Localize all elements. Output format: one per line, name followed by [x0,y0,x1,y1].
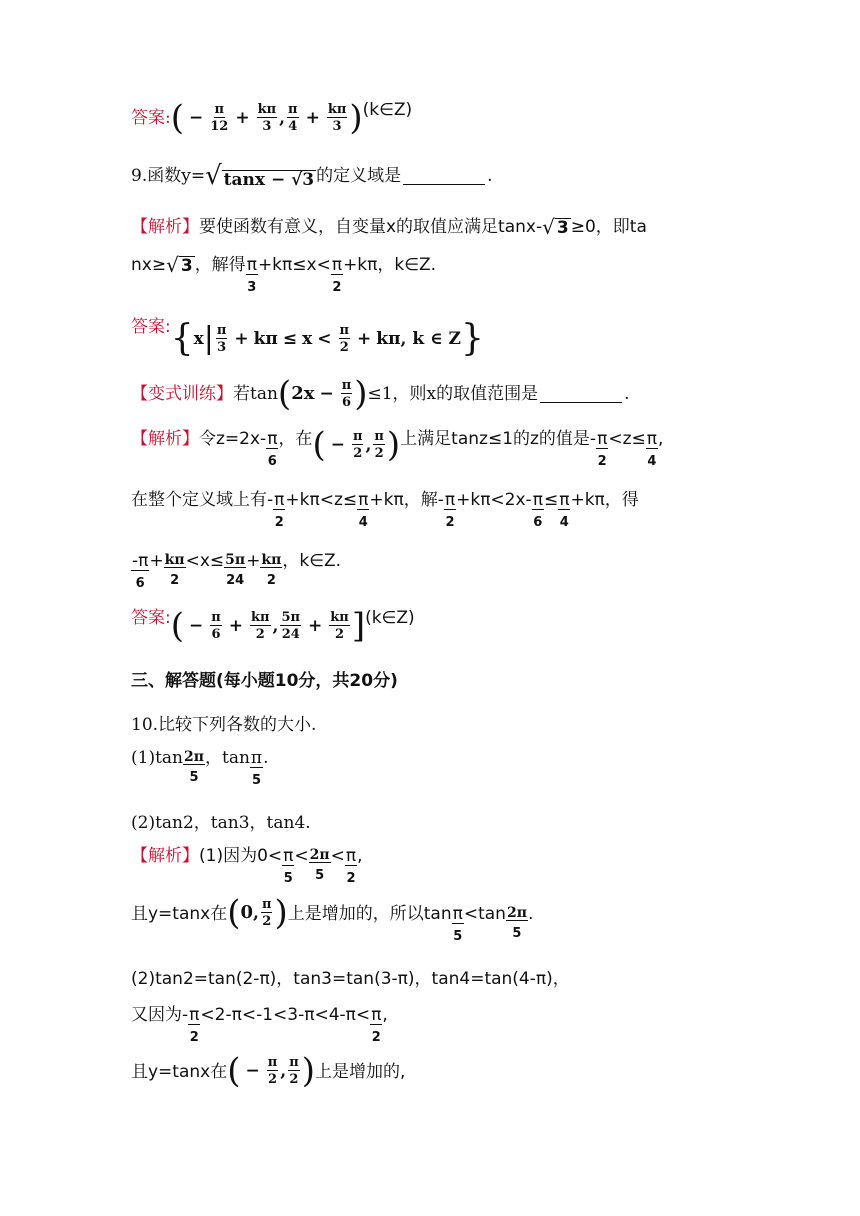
inline-fraction [260,553,282,587]
denominator: 5 [512,926,522,941]
comma: , [280,1060,287,1081]
inline-fraction [309,848,331,882]
minus-sign: − [189,107,204,128]
inline-fraction [558,492,570,529]
inline-fraction [506,906,528,940]
analysis-text: 令z=2x- [199,429,267,449]
numerator: 2π [506,905,527,921]
denominator: 2 [189,1030,199,1045]
analysis-label: 【解析】 [131,216,199,237]
minus-sign: − [319,383,334,404]
open-paren: ( [227,1051,241,1091]
plus-sign: + [149,551,164,571]
inline-fraction [246,257,258,294]
analysis-text: +kπ≤x< [257,255,331,275]
close-paren: ) [349,98,363,138]
comma: , [279,107,286,128]
numerator: π [559,490,570,510]
question-text: (1)tan [131,748,183,768]
plus-sign: + [235,107,250,128]
analysis-text: , [357,846,363,866]
analysis-text: < [294,846,309,866]
bar: | [203,321,214,356]
denominator: 5 [189,770,199,785]
numerator: π [374,428,384,444]
section-heading [131,670,740,692]
fraction [250,611,271,641]
numerator: kπ [251,609,270,625]
denominator: 5 [453,929,463,944]
analysis-text: 上满足tanz≤1的z的值是- [400,429,597,449]
analysis-line-4 [131,492,740,538]
numerator: π [331,255,343,275]
fraction [257,103,278,133]
interval-expression [312,425,401,465]
inline-fraction [345,848,357,885]
plus-sign: + [234,328,249,349]
numerator: π [532,490,543,510]
analysis-line-5 [131,553,740,597]
interval-expression [227,1051,315,1091]
numerator: π [267,1054,278,1070]
analysis-line-10 [131,1051,740,1114]
inline-fraction [183,750,205,784]
denominator: 4 [358,515,368,530]
inline-fraction [224,553,246,587]
close-paren: ) [386,425,401,465]
question-10-part-1 [131,750,740,794]
variant-label: 【变式训练】 [131,383,233,404]
numerator: π [189,1005,200,1025]
denominator: 2 [445,515,455,530]
radicand: 3 [180,256,193,276]
denominator: 2 [339,339,349,355]
analysis-text: , [658,429,664,449]
inline-fraction [266,431,278,468]
inline-fraction [532,492,544,529]
period: . [263,748,269,768]
numerator: π [211,609,221,625]
inline-fraction [188,1007,200,1044]
numerator: kπ [261,552,282,568]
analysis-line-8 [131,968,740,990]
denominator: 2 [266,573,276,588]
denominator: 3 [262,118,272,134]
analysis-text: +kπ<z≤ [285,490,358,510]
question-text: ，tan [205,748,250,768]
denominator: 2 [262,913,272,929]
denominator: 6 [341,394,351,410]
question-10 [131,714,740,736]
numerator: π [345,846,357,866]
inline-fraction [131,553,149,590]
fraction [287,103,299,133]
analysis-line-1 [131,212,740,242]
fraction [216,324,228,354]
question-text: (2)tan2，tan3，tan4. [131,812,311,833]
fraction [329,611,350,641]
analysis-text: 在整个定义域上有- [131,490,274,510]
denominator: 4 [288,118,298,134]
answer-label: 答案: [131,317,171,337]
numerator: π [352,428,363,444]
inline-fraction [596,431,608,468]
analysis-text: +kπ，解- [369,490,444,510]
analysis-text: ≥0，即ta [570,216,647,237]
fraction [280,611,301,641]
numerator: π [138,551,149,571]
plus-sign: + [305,107,320,128]
close-paren: ) [354,374,368,414]
lt-sign: < [317,328,332,349]
radical-expression [205,163,316,189]
analysis-text: ，在 [278,429,313,449]
variant-text: 若tan [233,383,278,404]
denominator: 2 [255,626,265,642]
numerator: π [371,1005,382,1025]
numerator: 5π [225,552,246,568]
fraction [261,898,273,928]
numerator: π [216,322,227,338]
numerator: kπ [327,101,347,117]
analysis-label: 【解析】 [131,846,199,866]
inline-fraction [282,848,294,885]
comma: , [253,902,259,923]
interval-expression [170,98,363,138]
answer-blank [540,386,622,403]
analysis-text: 又因为- [131,1005,189,1025]
question-9 [131,160,740,192]
minus-sign: − [330,434,345,455]
fraction [373,430,385,460]
denominator: 4 [559,515,569,530]
answer-label: 答案: [131,608,171,628]
denominator: 2 [274,515,284,530]
k-in-z: (k∈Z) [365,608,415,628]
denominator: 6 [135,576,145,591]
denominator: 2 [289,1071,299,1087]
numerator: 5π [281,609,301,625]
numerator: π [283,846,294,866]
numerator: π [274,490,285,510]
close-bracket: ] [351,606,366,646]
answer-line-3 [131,604,740,648]
analysis-text: <z≤ [608,429,646,449]
analysis-text: nx≥ [131,255,167,275]
open-brace: { [170,318,194,359]
analysis-text: +kπ<2x- [456,490,532,510]
fraction [210,103,228,133]
analysis-text: +kπ，得 [570,490,639,510]
denominator: 2 [597,454,607,469]
close-paren: ) [274,893,288,933]
analysis-text: <x≤ [185,551,225,571]
answer-line-1 [131,96,740,140]
open-paren: ( [170,98,184,138]
analysis-text: +kπ，k∈Z. [343,255,437,275]
set-expression [170,318,484,359]
answer-label: 答案: [131,107,171,128]
plus-sign: + [246,551,261,571]
analysis-text: ≤ [543,490,559,510]
denominator: 2 [335,626,345,642]
inline-fraction [646,431,658,468]
numerator: π [597,429,608,449]
plus-sign: + [357,328,372,349]
analysis-text: 要使函数有意义，自变量x的取值应满足tanx- [199,216,543,237]
fraction [288,1056,300,1086]
comma: , [272,615,279,636]
sqrt3 [542,217,571,237]
numerator: 2π [184,749,204,765]
analysis-text: . [527,904,534,924]
open-paren: ( [277,374,292,414]
inline-fraction [273,492,285,529]
analysis-text: 且y=tanx在 [131,1062,228,1082]
numerator: π [261,896,272,912]
analysis-text: (2)tan2=tan(2-π)，tan3=tan(3-π)，tan4=tan(4-π)， [131,968,570,989]
numerator: π [646,429,657,449]
denominator: 2 [267,1071,278,1087]
open-paren: ( [170,606,184,646]
fraction [327,103,348,133]
answer-line-2 [131,315,740,363]
analysis-text: 且y=tanx在 [131,904,228,924]
answer-blank [403,168,485,185]
numerator: π [214,101,225,117]
sqrt3 [166,255,195,275]
term: kπ [253,328,278,349]
analysis-line-6 [131,848,740,892]
fraction [341,379,353,409]
denominator: 6 [533,515,543,530]
denominator: 2 [353,445,363,461]
numerator: π [444,490,456,510]
term: kπ, k ∈ Z [376,328,461,349]
analysis-line-3 [131,425,740,478]
denominator: 4 [647,454,657,469]
numerator: kπ [330,609,349,625]
numerator: kπ [257,101,277,117]
inline-fraction [452,906,464,943]
numerator: π [288,101,298,117]
numerator: π [246,255,257,275]
question-text: 10.比较下列各数的大小. [131,714,317,735]
denominator: 12 [210,118,229,134]
variant-text: ≤1，则x的取值范围是 [367,383,539,404]
paren-expression [277,374,368,414]
interval-expression [170,606,366,646]
k-in-z: (k∈Z) [362,100,413,120]
numerator: π [267,429,278,449]
denominator: 2 [170,573,180,588]
denominator: 2 [371,1030,381,1045]
numerator: π [289,1054,299,1070]
le-sign: ≤ [282,328,298,349]
denominator: 6 [211,626,221,642]
denominator: 6 [267,454,277,469]
close-paren: ) [301,1051,315,1091]
analysis-text: ，k∈Z. [282,551,342,571]
inline-fraction [357,492,369,529]
denominator: 3 [247,280,257,295]
denominator: 24 [226,573,245,588]
fraction [210,611,222,641]
analysis-text: < [330,846,345,866]
fraction [339,324,351,354]
interval-expression [227,893,288,933]
numerator: kπ [164,552,185,568]
question-text: 的定义域是 [316,165,402,186]
numerator: 2π [309,847,330,863]
period: . [487,165,493,186]
question-10-part-2 [131,812,740,834]
denominator: 2 [346,871,356,886]
analysis-label: 【解析】 [131,429,199,449]
denominator: 2 [374,445,384,461]
inline-fraction [444,492,456,529]
variant-exercise [131,372,740,416]
denominator: 5 [283,871,293,886]
numerator: π [250,748,263,768]
numerator: π [358,490,369,510]
analysis-line-7 [131,893,740,956]
radicand: 3 [556,218,569,238]
open-paren: ( [312,425,326,465]
denominator: 2 [332,280,342,295]
variable: x [193,328,204,349]
fraction [267,1056,279,1086]
plus-sign: + [308,615,323,636]
term: 2x [291,383,315,404]
minus-sign: - [132,551,139,571]
inline-fraction [250,750,263,787]
radicand: tanx − √3 [223,170,315,190]
section-title: 三、解答题(每小题10分，共20分) [131,670,398,691]
question-text: 9.函数y= [131,165,206,186]
inline-fraction [331,257,343,294]
zero: 0 [240,902,254,923]
plus-sign: + [228,615,244,636]
minus-sign: − [189,615,204,636]
denominator: 5 [251,773,262,788]
comma: , [365,434,372,455]
radical-sign: √ [166,253,179,277]
numerator: π [452,904,463,924]
minus-sign: − [245,1060,260,1081]
analysis-text: 上是增加的，所以tan [287,904,452,924]
analysis-text: , [382,1005,388,1025]
numerator: π [339,322,350,338]
analysis-text: <tan [463,904,506,924]
denominator: 24 [281,626,300,642]
analysis-text: <2-π<-1<3-π<4-π< [200,1005,371,1025]
denominator: 3 [217,339,227,355]
numerator: π [341,377,352,393]
period: . [624,383,630,404]
denominator: 5 [315,868,325,883]
close-brace: } [460,318,484,359]
analysis-text: 上是增加的, [314,1062,406,1082]
analysis-text: ，解得 [194,255,246,275]
analysis-line-9 [131,1007,740,1051]
inline-fraction [164,553,186,587]
open-paren: ( [227,893,241,933]
radical-sign: √ [542,215,555,239]
variable: x [302,328,313,349]
fraction [352,430,364,460]
analysis-line-2 [131,253,740,303]
denominator: 3 [332,118,342,134]
analysis-text: (1)因为0< [199,846,283,866]
inline-fraction [370,1007,382,1044]
radical-sign: √ [205,161,222,191]
